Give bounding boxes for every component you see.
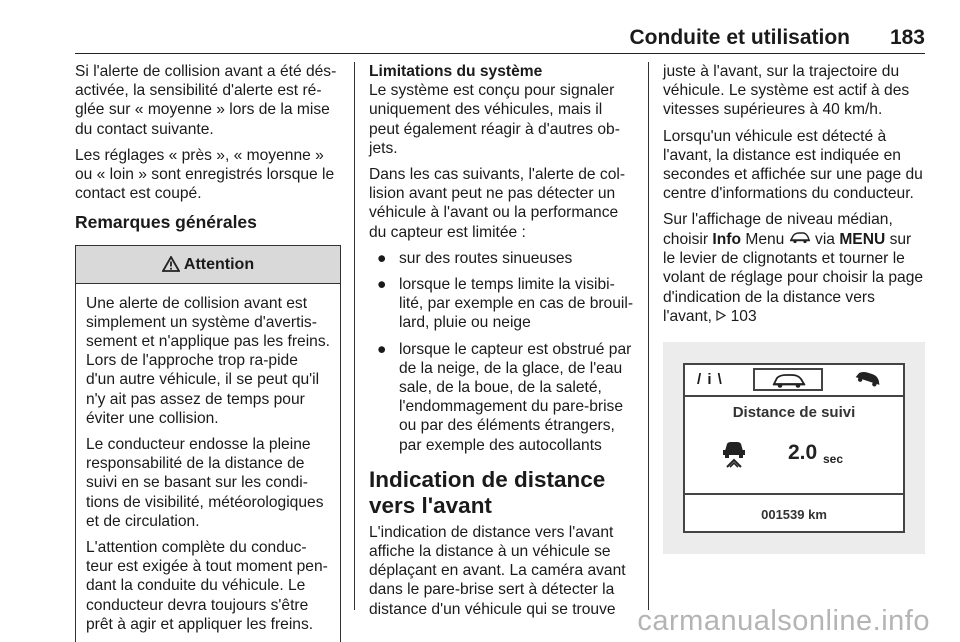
display-tabs — [685, 365, 903, 395]
page-ref-arrow-icon — [716, 307, 726, 326]
watermark: carmanualsonline.info — [637, 605, 930, 637]
car-icon — [789, 230, 811, 249]
paragraph: Dans les cas suivants, l'alerte de col-lision avant peut ne pas détecter un véhicule à l'avant ou la performance du capteur est limitée : — [369, 166, 626, 241]
menu-keyword: MENU — [839, 230, 886, 248]
column-divider-1 — [354, 62, 355, 610]
vehicle-tab-icon — [771, 372, 807, 389]
page-reference[interactable]: 103 — [730, 307, 757, 325]
display-screen — [683, 363, 905, 533]
paragraph: Sur l'affichage de niveau médian, choisir Info Menu via MENU sur le levier de clignotants et tourner le volant de réglage pour choisir la page d'indication de la distance vers l'avant, 103 — [663, 211, 924, 325]
warning-header — [76, 246, 340, 284]
list-item: ● lorsque le capteur est obstrué par de la neige, de la glace, de l'eau sale, de la boue, de la saleté, l'endommagement du pare-brise ou par des éléments étrangers, par exemple des autocollants — [377, 340, 632, 454]
display-title: Distance de suivi — [732, 404, 856, 422]
display-tab-info: / i \ — [697, 371, 723, 389]
distance-value: 2.0 — [788, 441, 818, 465]
info-keyword: Info — [712, 230, 741, 248]
display-tab-vehicle — [753, 368, 823, 391]
column-2 — [369, 62, 635, 626]
column-3 — [663, 62, 927, 554]
paragraph: Si l'alerte de collision avant a été dés-activée, la sensibilité d'alerte est ré-glée sur « moyenne » lors de la mise du contact suivante. — [75, 63, 337, 138]
warning-paragraph: Le conducteur endosse la pleine responsabilité de la distance de suivi en se basant sur les condi-tions de visibilité, météorologiques et de circulation. — [86, 436, 324, 530]
section-heading: Indication de distance vers l'avant — [369, 466, 606, 518]
distance-unit: sec — [823, 452, 844, 467]
column-divider-2 — [648, 62, 649, 610]
paragraph: L'indication de distance vers l'avant affiche la distance à un véhicule se déplaçant en avant. La caméra avant dans le pare-brise sert à détecter la distance d'un véhicule qui se trouve — [369, 523, 626, 618]
warning-paragraph: Une alerte de collision avant est simplement un système d'avertis-sement et n'applique pas les freins. Lors de l'approche trop ra-pide d'un autre véhicule, il se peut qu'il n'y ait pas assez de temps pour éviter une collision. — [86, 294, 330, 427]
page-number: 183 — [889, 26, 925, 49]
display-separator — [685, 493, 903, 495]
display-tab-settings-car-icon — [853, 369, 883, 392]
page-section-title: Conduite et utilisation — [629, 26, 850, 49]
driver-info-display-illustration — [663, 342, 925, 554]
list-item: ● sur des routes sinueuses — [377, 249, 573, 267]
odometer: 001539 km — [761, 507, 827, 523]
limitations-list — [369, 249, 635, 455]
paragraph: Lorsqu'un véhicule est détecté à l'avant, la distance est indiquée en secondes et affichée sur une page du centre d'informations du conducteur. — [663, 127, 923, 203]
paragraph: Les réglages « près », « moyenne » ou « loin » sont enregistrés lorsque le contact est coupé. — [75, 146, 335, 203]
subheading-general-remarks: Remarques générales — [75, 212, 257, 233]
warning-paragraph: L'attention complète du conduc-teur est exigée à tout moment pen-dant la conduite du véhicule. Le conducteur devra toujours s'être prêt à agir et appliquer les freins. — [86, 539, 328, 633]
warning-triangle-icon — [162, 256, 180, 272]
list-item: ● lorsque le temps limite la visibi-lité, par exemple en cas de brouil-lard, pluie ou neige — [377, 276, 634, 332]
forward-distance-icon — [719, 439, 749, 474]
column-1 — [75, 62, 341, 642]
warning-box — [75, 245, 341, 642]
header-rule — [75, 53, 925, 54]
page-header — [0, 0, 960, 56]
limitations-title: Limitations du système — [369, 63, 543, 80]
display-separator — [685, 395, 903, 397]
warning-title: Attention — [183, 255, 255, 273]
paragraph: juste à l'avant, sur la trajectoire du véhicule. Le système est actif à des vitesses supérieures à 40 km/h. — [663, 63, 910, 119]
paragraph: Le système est conçu pour signaler uniquement des véhicules, mais il peut également réagir à d'autres ob-jets. — [369, 82, 620, 157]
